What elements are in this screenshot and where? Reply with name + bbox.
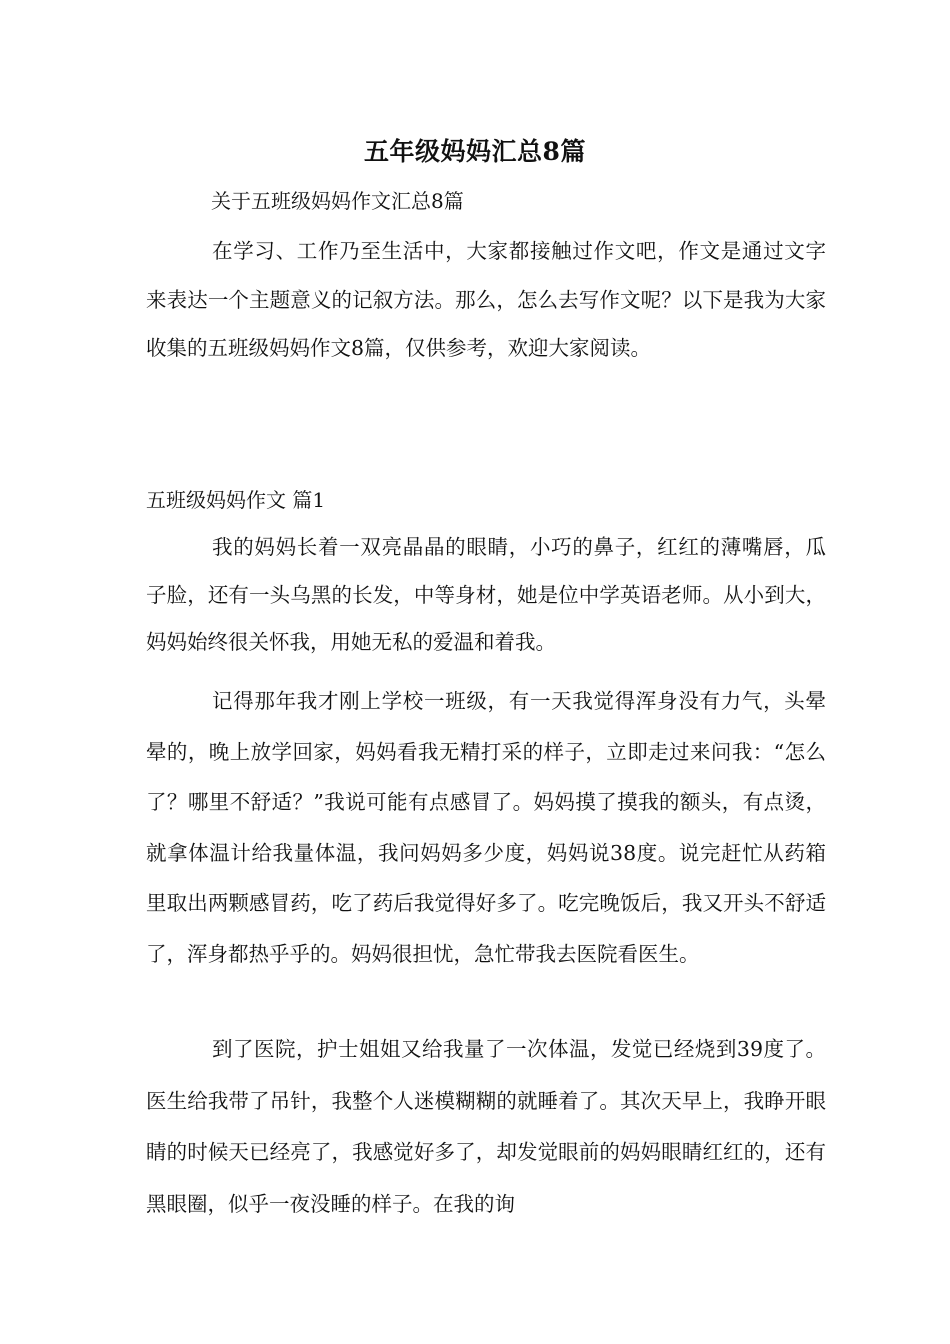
- body-paragraph-1: 我的妈妈长着一双亮晶晶的眼睛，小巧的鼻子，红红的薄嘴唇，瓜子脸，还有一头乌黑的长发，中等身材，她是位中学英语老师。从小到大，妈妈始终很关怀我，用她无私的爱温和着我。: [146, 535, 826, 654]
- section-heading: 五班级妈妈作文 篇1: [146, 488, 326, 512]
- document-title: 五年级妈妈汇总8篇: [364, 137, 586, 166]
- document-subtitle: 关于五班级妈妈作文汇总8篇: [211, 189, 464, 213]
- intro-paragraph: 在学习、工作乃至生活中，大家都接触过作文吧，作文是通过文字来表达一个主题意义的记叙方法。那么，怎么去写作文呢？以下是我为大家收集的五班级妈妈作文8篇，仅供参考，欢迎大家阅读。: [146, 239, 826, 360]
- body-paragraph-3: 到了医院，护士姐姐又给我量了一次体温，发觉已经烧到39度了。医生给我带了吊针，我整个人迷模糊糊的就睡着了。其次天早上，我睁开眼睛的时候天已经亮了，我感觉好多了，却发觉眼前的妈妈眼睛红红的，还有黑眼圈，似乎一夜没睡的样子。在我的询: [146, 1037, 826, 1216]
- body-paragraph-2: 记得那年我才刚上学校一班级，有一天我觉得浑身没有力气，头晕晕的，晚上放学回家，妈妈看我无精打采的样子，立即走过来问我：“怎么了？哪里不舒适？”我说可能有点感冒了。妈妈摸了摸我的额头，有点烫，就拿体温计给我量体温，我问妈妈多少度，妈妈说38度。说完赶忙从药箱里取出两颗感冒药，吃了药后我觉得好多了。吃完晚饭后，我又开头不舒适了，浑身都热乎乎的。妈妈很担忧，急忙带我去医院看医生。: [146, 689, 826, 966]
